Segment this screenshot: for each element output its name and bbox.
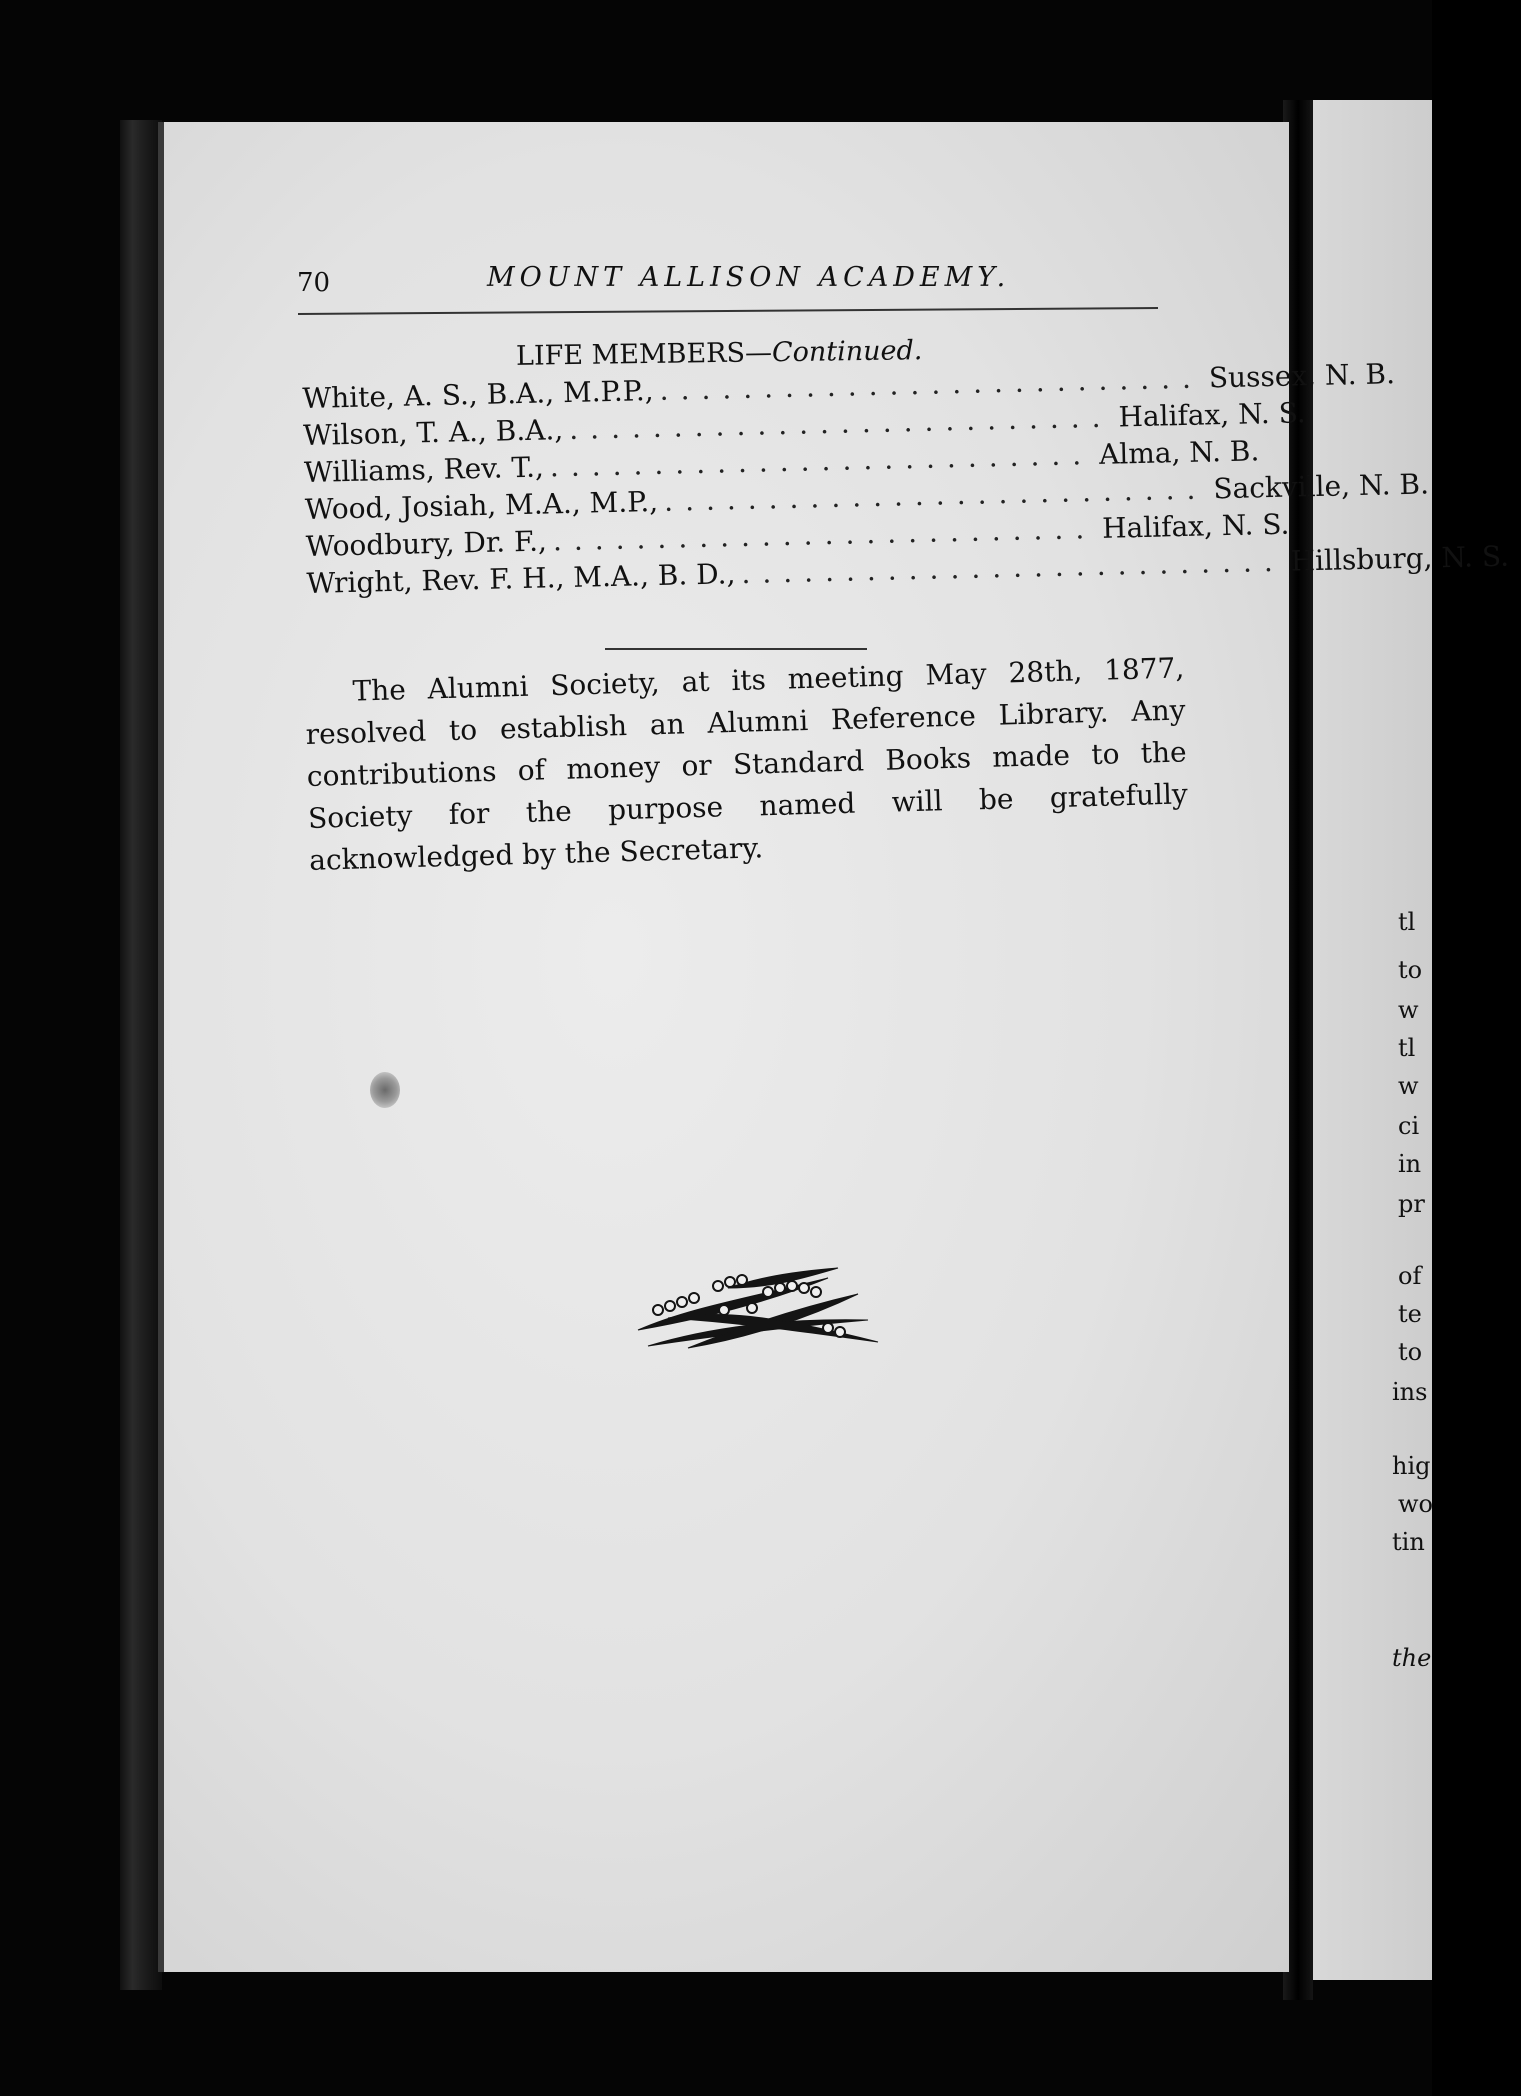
facing-page-fragment: tin [1392, 1528, 1425, 1556]
running-head [297, 262, 1159, 302]
leader-dots: .......................... [568, 400, 1113, 446]
facing-page-fragment: w [1398, 996, 1419, 1024]
book-spine-edge [120, 120, 162, 1990]
leader-dots: .......................... [663, 472, 1208, 518]
member-name: Wilson, T. A., B.A., [302, 413, 564, 452]
facing-page-fragment: to [1398, 956, 1423, 984]
section-heading [516, 335, 923, 372]
lily-of-the-valley-ornament [628, 1258, 884, 1358]
member-name: Williams, Rev. T., [303, 450, 545, 489]
member-name: Woodbury, Dr. F., [305, 524, 548, 563]
member-place: Sackville, N. B. [1212, 467, 1430, 506]
facing-page-fragment: tl [1398, 1034, 1416, 1062]
section-heading-text: LIFE MEMBERS [515, 337, 746, 372]
member-name: Wood, Josiah, M.A., M.P., [304, 484, 659, 526]
facing-page-fragment: wo [1398, 1490, 1433, 1518]
leader-dots: .......................... [549, 438, 1094, 484]
facing-page-fragment: ins [1392, 1378, 1428, 1406]
facing-page-fragment: pr [1398, 1190, 1425, 1218]
running-title: MOUNT ALLISON ACADEMY. [487, 262, 1011, 293]
page-number: 70 [297, 268, 331, 298]
facing-page-fragment: hig [1392, 1452, 1431, 1480]
leader-dots: .......................... [659, 361, 1204, 407]
member-place: Hillsburg, N. S. [1290, 539, 1510, 578]
member-place: Halifax, N. S. [1118, 396, 1307, 434]
member-place: Alma, N. B. [1098, 434, 1260, 471]
member-name: White, A. S., B.A., M.P.P., [302, 374, 654, 415]
facing-page-fragment: in [1398, 1150, 1422, 1178]
member-place: Sussex, N. B. [1208, 357, 1396, 395]
leader-dots: .......................... [552, 512, 1097, 558]
leader-dots: .......................... [741, 544, 1286, 591]
facing-page-fragment: tl [1398, 908, 1416, 936]
facing-page-fragment: of [1398, 1262, 1422, 1290]
section-divider [605, 648, 867, 650]
member-place: Halifax, N. S. [1101, 507, 1290, 545]
member-list [302, 357, 1510, 604]
facing-page-fragment: ci [1398, 1112, 1420, 1140]
ink-smudge [370, 1072, 400, 1108]
heading-dash: — [744, 337, 773, 369]
section-heading-suffix: Continued. [771, 335, 923, 369]
facing-page-fragment: to [1398, 1338, 1423, 1366]
facing-page-fragment: te [1398, 1300, 1422, 1328]
notice-paragraph: The Alumni Society, at its meeting May 28th, 1877, resolved to establish an Alumni Reference Library. Any contributions of money or Standard Books made to the Society for the purpose named will be gratefully acknowledged by the Secretary. [305, 651, 1189, 877]
member-name: Wright, Rev. F. H., M.A., B. D., [306, 557, 736, 600]
facing-page-fragment: the [1392, 1644, 1432, 1672]
facing-page-fragment: w [1398, 1072, 1419, 1100]
